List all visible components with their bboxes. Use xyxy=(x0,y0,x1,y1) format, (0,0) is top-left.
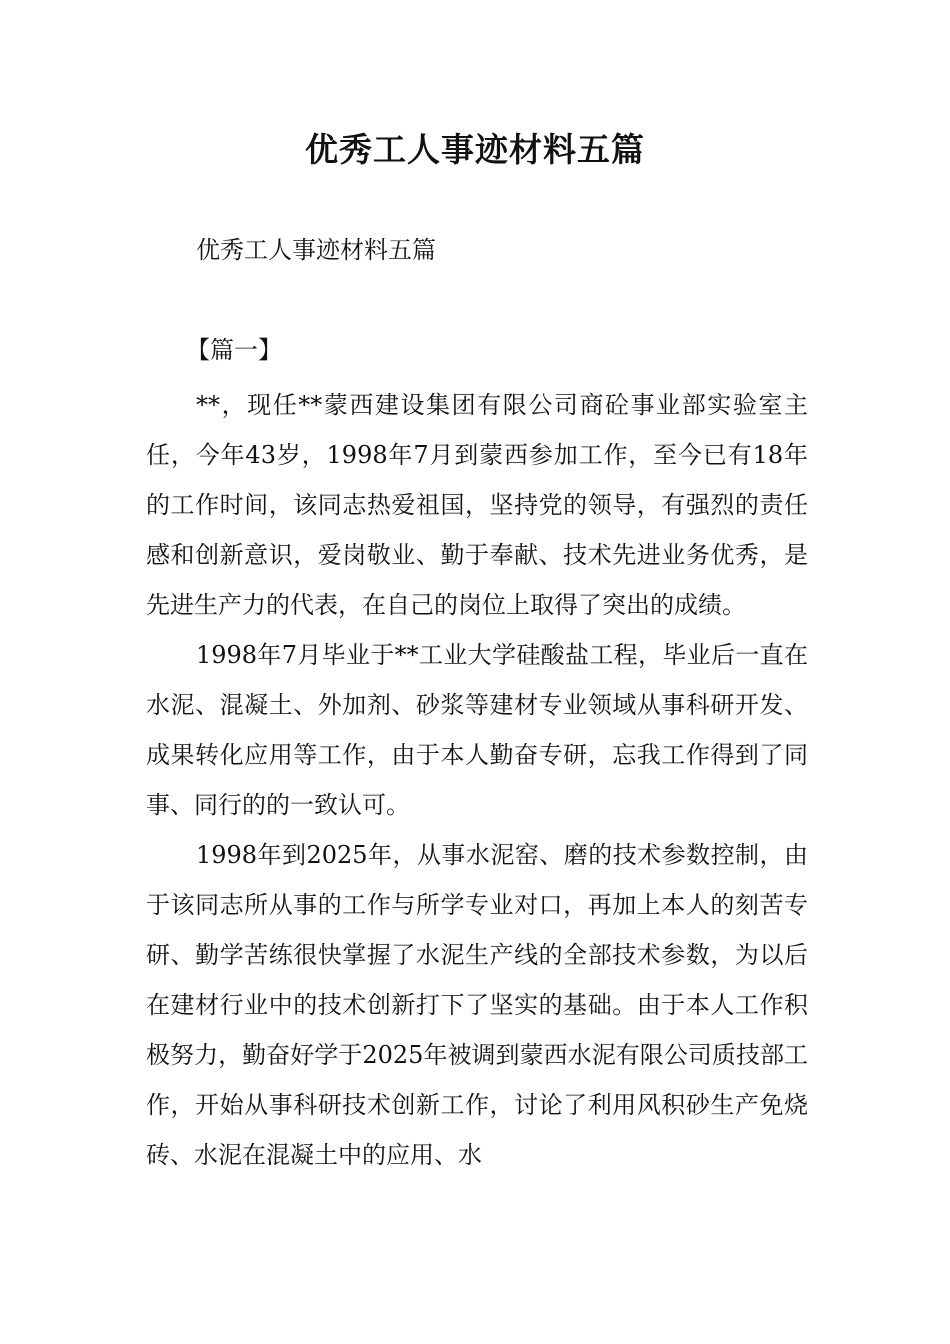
section-heading: 【篇一】 xyxy=(186,336,282,364)
paragraph-3: 1998年到2025年，从事水泥窑、磨的技术参数控制，由于该同志所从事的工作与所学专业对口，再加上本人的刻苦专研、勤学苦练很快掌握了水泥生产线的全部技术参数，为以后在建材行业中的技术创新打下了坚实的基础。由于本人工作积极努力，勤奋好学于2025年被调到蒙西水泥有限公司质技部工作，开始从事科研技术创新工作，讨论了利用风积砂生产免烧砖、水泥在混凝土中的应用、水 xyxy=(146,841,808,1169)
paragraph-1: **，现任**蒙西建设集团有限公司商砼事业部实验室主任，今年43岁，1998年7月到蒙西参加工作，至今已有18年的工作时间，该同志热爱祖国，坚持党的领导，有强烈的责任感和创新意识，爱岗敬业、勤于奉献、技术先进业务优秀，是先进生产力的代表，在自己的岗位上取得了突出的成绩。 xyxy=(146,391,808,619)
document-body xyxy=(146,380,808,1180)
document-title: 优秀工人事迹材料五篇 xyxy=(305,130,645,169)
paragraph-2: 1998年7月毕业于**工业大学硅酸盐工程，毕业后一直在水泥、混凝土、外加剂、砂浆等建材专业领域从事科研开发、成果转化应用等工作，由于本人勤奋专研，忘我工作得到了同事、同行的的一致认可。 xyxy=(146,641,808,819)
document-subtitle: 优秀工人事迹材料五篇 xyxy=(196,236,436,264)
